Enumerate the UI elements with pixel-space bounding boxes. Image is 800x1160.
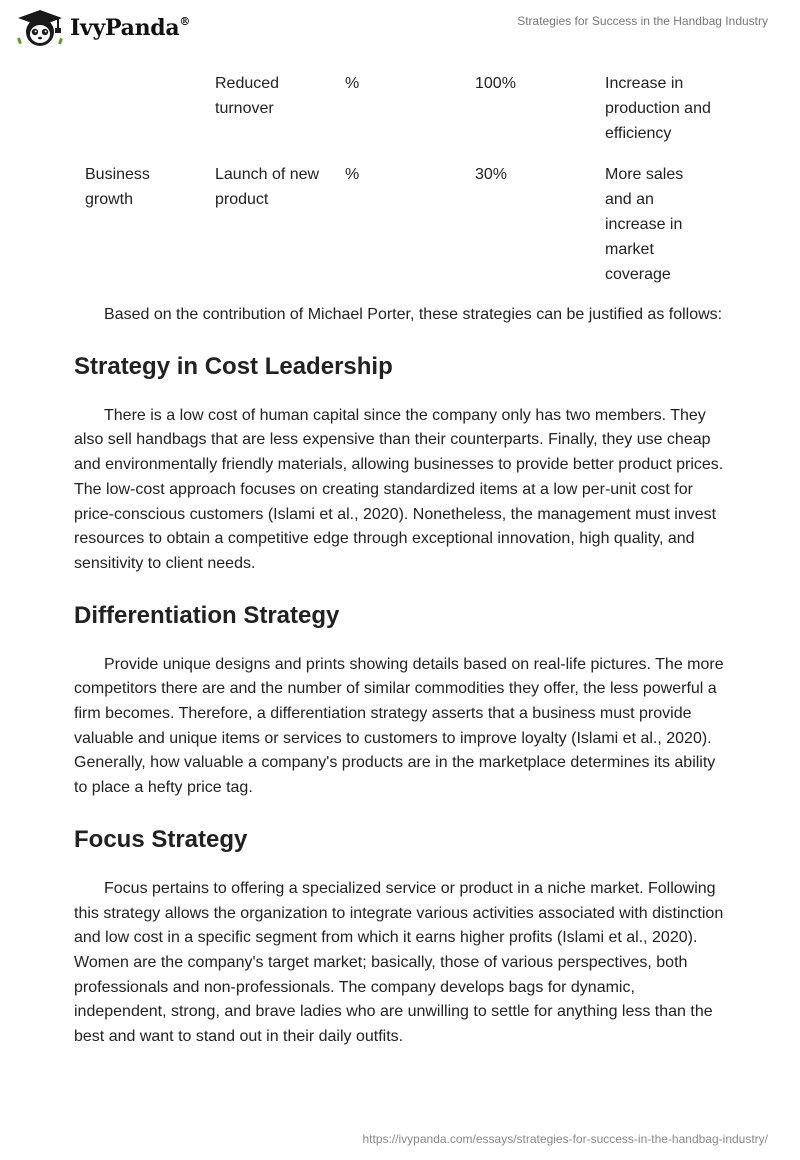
intro-paragraph: Based on the contribution of Michael Porter, these strategies can be justified as follows: (104, 306, 723, 323)
ivypanda-logo[interactable] (14, 8, 190, 48)
table-cell: Launch of new product (215, 166, 320, 208)
table-cell: Reduced turnover (215, 75, 280, 117)
table-row (74, 71, 724, 162)
section-body-differentiation: Provide unique designs and prints showing details based on real-life pictures. The more competitors there are and the number of similar commodities they offer, the less powerful a firm becomes. Therefore, a differentiation strategy asserts that a business must provide valuable and unique items or services to customers to improve loyalty (Islami et al., 2020). Generally, how valuable a company's products are in the marketplace determines its ability to place a hefty price tag. (74, 655, 724, 797)
document-title: Strategies for Success in the Handbag Industry (517, 14, 768, 28)
table-cell: 100% (475, 75, 516, 92)
table-cell: More sales and an increase in market coverage (605, 166, 684, 283)
section-body-cost-leadership: There is a low cost of human capital since the company only has two members. They also sell handbags that are less expensive than their counterparts. Finally, they use cheap and environmentally friendly materials, allowing businesses to provide better product prices. The low-cost approach focuses on creating standardized items at a low per-unit cost for price-conscious customers (Islami et al., 2020). Nonetheless, the management must invest resources to obtain a competitive edge through exceptional innovation, high quality, and sensitivity to client needs. (74, 406, 724, 572)
table-cell: % (345, 166, 360, 183)
table-cell (74, 71, 204, 162)
table-cell: 30% (475, 166, 508, 183)
footer-url-link[interactable]: https://ivypanda.com/essays/strategies-for-success-in-the-handbag-industry/ (362, 1132, 768, 1146)
section-heading-cost-leadership: Strategy in Cost Leadership (74, 352, 393, 380)
table-cell: % (345, 75, 360, 92)
section-heading-differentiation: Differentiation Strategy (74, 601, 340, 629)
essay-body (74, 303, 726, 1050)
section-body-focus: Focus pertains to offering a specialized service or product in a niche market. Following this strategy allows the organization to integrate various activities associated with distinction and low cost in a specific segment from which it earns higher profits (Islami et al., 2020). Women are the company's target market; basically, those of various perspectives, both professionals and non-professionals. The company develops bags for dynamic, independent, strong, and brave ladies who are unwilling to settle for anything less than the best and want to stand out in their daily outfits. (74, 879, 724, 1046)
panda-graduate-icon (14, 8, 66, 48)
section-heading-focus: Focus Strategy (74, 825, 248, 853)
table-row (74, 162, 724, 303)
table-cell: Increase in production and efficiency (605, 75, 711, 142)
brand-name: IvyPanda® (70, 14, 191, 41)
registered-mark: ® (179, 14, 191, 28)
strategy-table (74, 71, 724, 303)
table-cell: Business growth (85, 166, 150, 208)
